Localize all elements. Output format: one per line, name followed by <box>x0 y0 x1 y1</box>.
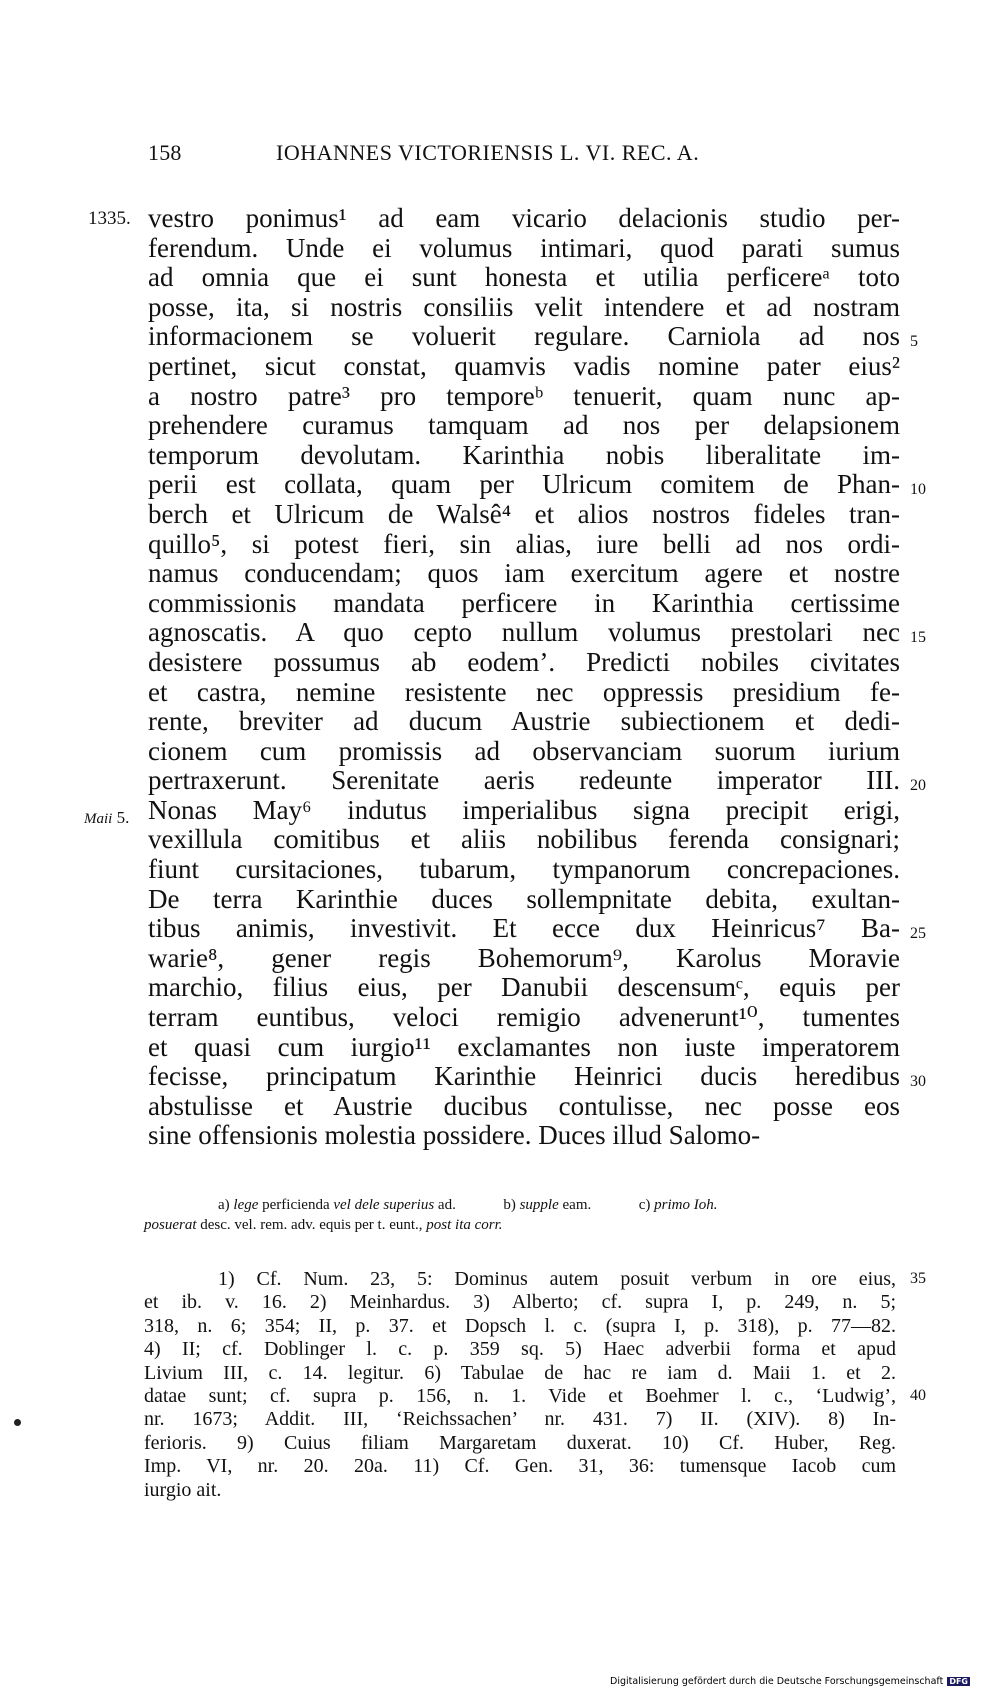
apparatus-b-label: b) <box>503 1197 516 1213</box>
text-line: quillo⁵, si potest fieri, sin alias, iure belli ad nos ordi- <box>148 528 900 559</box>
main-text <box>148 204 900 1151</box>
text-line: informacionem se voluerit regulare. Carniola ad nos <box>148 321 900 352</box>
apparatus-a-text: perficienda <box>262 1197 330 1213</box>
margin-year: 1335. <box>88 208 131 229</box>
critical-apparatus <box>144 1195 904 1235</box>
footnote-line: ferioris. 9) Cuius filiam Margaretam duxerat. 10) Cf. Huber, Reg. <box>144 1431 896 1454</box>
footnote-line: 318, n. 6; 354; II, p. 37. et Dopsch l. c. (supra I, p. 318), p. 77—82. <box>144 1314 896 1337</box>
margin-date-month: Maii <box>84 811 113 827</box>
footnote-line: Imp. VI, nr. 20. 20a. 11) Cf. Gen. 31, 36: tumensque Iacob cum <box>144 1455 896 1478</box>
apparatus-a-text: ad. <box>437 1197 456 1213</box>
margin-date <box>84 803 129 835</box>
apparatus-c-text: desc. vel. rem. adv. equis per t. eunt., <box>200 1217 423 1233</box>
text-line: desistere possumus ab eodem’. Predicti nobiles civitates <box>148 646 900 677</box>
footnote-line: et ib. v. 16. 2) Meinhardus. 3) Alberto; cf. supra I, p. 249, n. 5; <box>144 1291 896 1314</box>
text-line: commissionis mandata perficere in Karinthia certissime <box>148 587 900 618</box>
text-line: De terra Karinthie duces sollempnitate debita, exultan- <box>148 883 900 914</box>
text-line: ad omnia que ei sunt honesta et utilia perficereᵃ toto <box>148 262 900 293</box>
text-line: marchio, filius eius, per Danubii descensumᶜ, equis per <box>148 972 900 1003</box>
line-number: 30 <box>910 1073 926 1090</box>
footnote-line: datae sunt; cf. supra p. 156, n. 1. Vide et Boehmer l. c., ‘Ludwig’, <box>144 1384 896 1407</box>
text-line: fecisse, principatum Karinthie Heinrici ducis heredibus <box>148 1061 900 1092</box>
apparatus-b-italic: supple <box>519 1197 559 1213</box>
apparatus-a-label: a) <box>218 1197 230 1213</box>
text-line: agnoscatis. A quo cepto nullum volumus prestolari nec <box>148 617 900 648</box>
line-number: 5 <box>910 333 918 350</box>
text-line: abstulisse et Austrie ducibus contulisse, nec posse eos <box>148 1090 900 1121</box>
footnote-line: nr. 1673; Addit. III, ‘Reichssachen’ nr. 431. 7) II. (XIV). 8) In- <box>144 1408 896 1431</box>
text-line: warie⁸, gener regis Bohemorum⁹, Karolus Moravie <box>148 942 900 973</box>
text-line: vestro ponimus¹ ad eam vicario delacionis studio per- <box>148 203 900 233</box>
text-line: berch et Ulricum de Walsê⁴ et alios nostros fideles tran- <box>148 498 900 529</box>
page-number: 158 <box>148 140 182 165</box>
margin-date-day: 5. <box>116 808 130 827</box>
text-line: sine offensionis molestia possidere. Duces illud Salomo- <box>148 1120 761 1151</box>
dfg-logo-icon: DFG <box>949 1677 968 1686</box>
footnote-line-number: 35 <box>910 1270 926 1287</box>
footnotes <box>144 1268 896 1502</box>
line-number: 15 <box>910 629 926 646</box>
footnote-line: 4) II; cf. Doblinger l. c. p. 359 sq. 5) Haec adverbii forma et apud <box>144 1338 896 1361</box>
text-line: fiunt cursitaciones, tubarum, tympanorum concrepaciones. <box>148 854 900 885</box>
footnote-line: iurgio ait. <box>144 1478 222 1501</box>
apparatus-b-text: eam. <box>562 1197 592 1213</box>
text-line: pertraxerunt. Serenitate aeris redeunte imperator III. <box>148 765 900 796</box>
running-head <box>148 140 788 174</box>
line-number: 10 <box>910 481 926 498</box>
text-line: tibus animis, investivit. Et ecce dux Heinricus⁷ Ba- <box>148 913 900 944</box>
footer-text: Digitalisierung gefördert durch die Deutsche Forschungsgemeinschaft <box>610 1676 944 1687</box>
text-line: ferendum. Unde ei volumus intimari, quod parati sumus <box>148 232 900 263</box>
apparatus-line <box>144 1215 904 1235</box>
running-title: IOHANNES VICTORIENSIS L. VI. REC. A. <box>276 140 700 165</box>
apparatus-c-label: c) <box>638 1197 651 1213</box>
text-line: vexillula comitibus et aliis nobilibus ferenda consignari; <box>148 824 900 855</box>
footnote-line: 1) Cf. Num. 23, 5: Dominus autem posuit verbum in ore eius, <box>218 1268 896 1290</box>
apparatus-c-italic: primo Ioh. <box>654 1197 718 1213</box>
text-line: cionem cum promissis ad observanciam suorum iurium <box>148 735 900 766</box>
text-line: posse, ita, si nostris consiliis velit intendere et ad nostram <box>148 291 900 322</box>
line-number: 25 <box>910 925 926 942</box>
footnote-line-number: 40 <box>910 1387 926 1404</box>
text-line: rente, breviter ad ducum Austrie subiectionem et dedi- <box>148 706 900 737</box>
text-line: a nostro patre³ pro temporeᵇ tenuerit, quam nunc ap- <box>148 380 900 411</box>
text-line: prehendere curamus tamquam ad nos per delapsionem <box>148 410 900 441</box>
digitization-footer <box>610 1676 970 1687</box>
apparatus-c-italic: post ita corr. <box>426 1217 503 1233</box>
text-line: et quasi cum iurgio¹¹ exclamantes non iuste imperatorem <box>148 1031 900 1062</box>
text-line: pertinet, sicut constat, quamvis vadis nomine pater eius² <box>148 350 900 381</box>
line-number: 20 <box>910 777 926 794</box>
text-line: temporum devolutam. Karinthia nobis liberalitate im- <box>148 439 900 470</box>
apparatus-a-italic: lege <box>233 1197 259 1213</box>
apparatus-a-italic: vel dele superius <box>333 1197 435 1213</box>
footnote-line: Livium III, c. 14. legitur. 6) Tabulae de hac re iam d. Maii 1. et 2. <box>144 1361 896 1384</box>
margin-bullet-mark <box>14 1419 21 1426</box>
apparatus-line <box>144 1195 904 1215</box>
text-line: Nonas May⁶ indutus imperialibus signa precipit erigi, <box>148 794 900 825</box>
text-line: et castra, nemine resistente nec oppressis presidium fe- <box>148 676 900 707</box>
text-line: terram euntibus, veloci remigio advenerunt¹⁰, tumentes <box>148 1002 900 1033</box>
text-line: perii est collata, quam per Ulricum comitem de Phan- <box>148 469 900 500</box>
apparatus-c-italic: posuerat <box>144 1217 197 1233</box>
text-line: namus conducendam; quos iam exercitum agere et nostre <box>148 558 900 589</box>
